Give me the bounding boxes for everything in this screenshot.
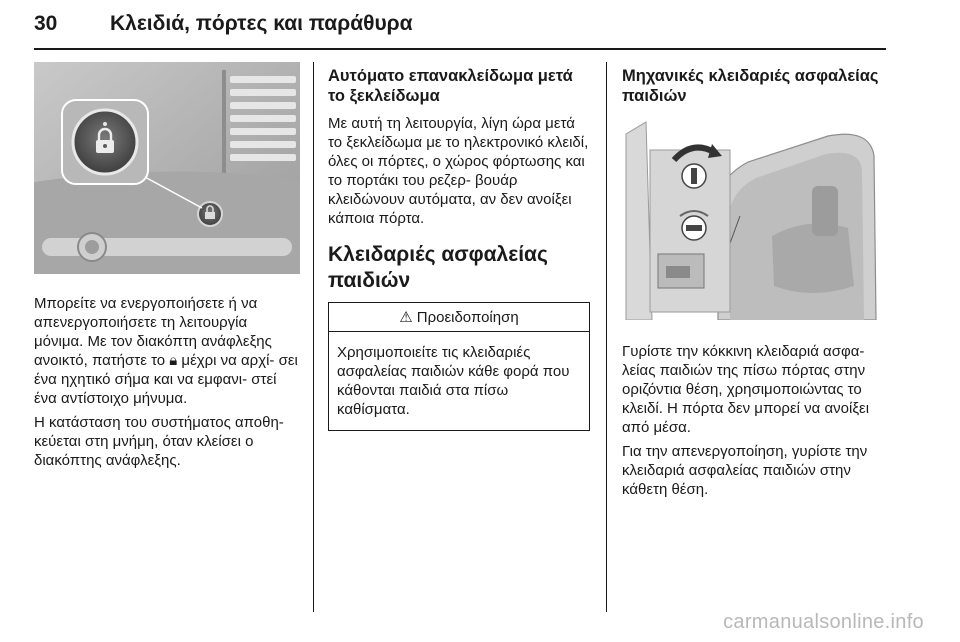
col3-paragraph-2: Για την απενεργοποίηση, γυρίστε την κλειδαριά ασφαλείας παιδιών στην κάθετη θέση. [622,443,868,498]
warning-title: Προειδοποίηση [416,308,519,326]
col1-paragraph-2: Η κατάσταση του συστήματος αποθη- κεύεται στη μνήμη, όταν κλείσει ο διακόπτης ανάφλεξης. [34,414,284,469]
col1-paragraph-1: Μπορείτε να ενεργοποιήσετε ή να απενεργοποιήσετε τη λειτουργία μόνιμα. Με τον διακόπτη ανάφλεξης ανοικτό, πατήστε το 🔒︎ μέχρι να αρχί- σει ένα ηχητικό σήμα και να εμφανι- στεί ένα αντίστοιχο μήνυμα. [34,295,298,407]
chapter-title: Κλειδιά, πόρτες και παράθυρα [110,12,413,35]
warning-box [328,302,590,431]
warning-body [329,332,589,430]
auto-relock-heading: Αυτόματο επανακλείδωμα μετά το ξεκλείδωμα [328,67,573,105]
footer-watermark: carmanualsonline.info [723,611,924,633]
column-divider-2 [606,62,607,612]
mechanical-child-locks-heading: Μηχανικές κλειδαριές ασφαλείας παιδιών [622,67,879,105]
warning-icon: ⚠ [399,309,413,326]
column-middle [328,62,590,431]
dashboard-lock-button-illustration [34,62,300,274]
header-rule [34,48,886,50]
col3-paragraph-1: Γυρίστε την κόκκινη κλειδαριά ασφα- λείας παιδιών της πίσω πόρτας στην οριζόντια θέση, χρησιμοποιώντας το κλειδί. Η πόρτα δεν μπορεί να ανοίξει από μέσα. [622,343,870,436]
column-right [622,62,886,499]
warning-header [329,303,589,332]
child-locks-section-title: Κλειδαριές ασφαλείας παιδιών [328,243,548,292]
rear-door-child-lock-illustration [622,116,886,320]
page-number: 30 [34,12,58,35]
warning-text: Χρησιμοποιείτε τις κλειδαριές ασφαλείας παιδιών κάθε φορά που κάθονται παιδιά στα πίσω καθίσματα. [337,344,570,418]
column-divider-1 [313,62,314,612]
auto-relock-paragraph: Με αυτή τη λειτουργία, λίγη ώρα μετά το ξεκλείδωμα με το ηλεκτρονικό κλειδί, όλες οι πόρτες, ο χώρος φόρτωσης και το πορτάκι του ρεζερ- βουάρ κλειδώνουν αυτόματα, αν δεν ανοίξει κάποια πόρτα. [328,115,589,227]
page-header [34,8,886,48]
column-left [34,62,300,470]
